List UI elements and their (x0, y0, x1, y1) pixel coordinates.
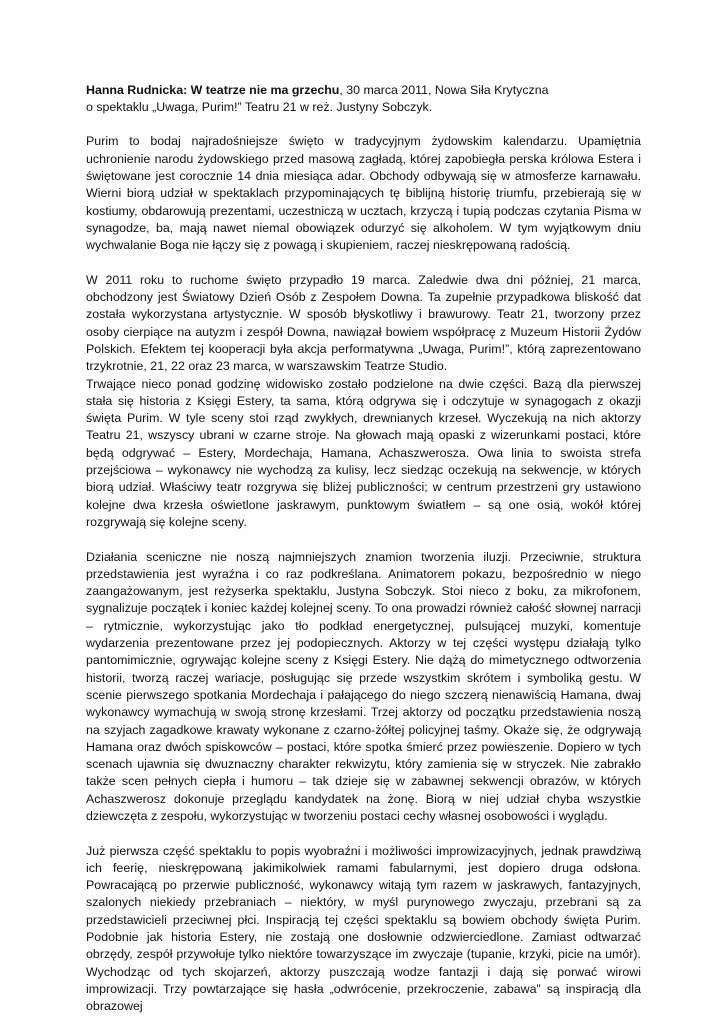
article-body (86, 82, 641, 1016)
date-and-source: , 30 marca 2011, Nowa Siła Krytyczna (339, 83, 549, 97)
paragraph-5: Już pierwsza część spektaklu to popis wyobraźni i możliwości improwizacyjnych, jednak prawdziwą ich feerię, nieskrępowaną jakimikolwiek ramami fabularnymi, jest dopiero druga odsłona. Powracającą po przerwie publiczność, wykonawcy witają tym razem w jaskrawych, fantazyjnych, szalonych niekiedy przebraniach – niektóry, w myśl purynowego zwyczaju, przebrani są za przedstawicieli przeciwnej płci. Inspiracją tej części spektaklu są bowiem obchody święta Purim. Podobnie jak historia Estery, nie zostają one dosłownie odzwierciedlone. Zamiast odtwarzać obrzędy, zespół przywołuje tylko niektóre towarzyszące im zwyczaje (tupanie, krzyki, picie na umór). Wychodząc od tych skojarzeń, aktorzy puszczają wodze fantazji i dają się porwać wirowi improwizacji. Trzy powtarzające się hasła „odwrócenie, przekroczenie, zabawa” są inspiracją dla obrazowej (86, 843, 641, 1014)
header-line (86, 82, 641, 99)
article-header (86, 82, 641, 116)
author-and-title: Hanna Rudnicka: W teatrze nie ma grzechu (86, 83, 340, 97)
paragraph-1: Purim to bodaj najradośniejsze święto w tradycyjnym żydowskim kalendarzu. Upamiętnia uchronienie narodu żydowskiego przed masową zagładą, której zapobiegła perska królowa Estera i świętowane jest corocznie 14 dnia miesiąca adar. Obchody odbywają się w atmosferze karnawału. Wierni biorą udział w spektaklach przypominających tę biblijną historię triumfu, przebierają się w kostiumy, obdarowują prezentami, uczestniczą w ucztach, krzyczą i tupią podczas czytania Pisma w synagodze, ba, mają nawet niemal obowiązek odurzyć się alkoholem. W tym wyjątkowym dniu wychwalanie Boga nie łączy się z powagą i skupieniem, raczej nieskrępowaną radością. (86, 134, 641, 253)
article-subtitle: o spektaklu „Uwaga, Purim!” Teatru 21 w reż. Justyny Sobczyk. (86, 100, 433, 115)
paragraph-2: W 2011 roku to ruchome święto przypadło 19 marca. Zaledwie dwa dni później, 21 marca, obchodzony jest Światowy Dzień Osób z Zespołem Downa. Ta zupełnie przypadkowa bliskość dat została wykorzystana artystycznie. W sposób błyskotliwy i brawurowy. Teatr 21, tworzony przez osoby cierpiące na autyzm i zespół Downa, nawiązał bowiem współpracę z Muzeum Historii Żydów Polskich. Efektem tej kooperacji była akcja performatywna „Uwaga, Purim!”, którą zaprezentowano trzykrotnie, 21, 22 oraz 23 marca, w warszawskim Teatrze Studio. (86, 272, 641, 374)
paragraph-4: Działania sceniczne nie noszą najmniejszych znamion tworzenia iluzji. Przeciwnie, struktura przedstawienia jest wyraźna i co raz podkreślana. Animatorem pokazu, bezpośrednio w niego zaangażowanym, jest reżyserka spektaklu, Justyna Sobczyk. Stoi nieco z boku, za mikrofonem, sygnalizuje początek i koniec każdej kolejnej sceny. To ona prowadzi również całość słownej narracji – rytmicznie, wykorzystując jako tło podkład energetycznej, pulsującej muzyki, komentuje wydarzenia prezentowane przez jej podopiecznych. Aktorzy w tej części występu działają tylko pantomimicznie, ogrywając kolejne sceny z Księgi Estery. Nie dążą do mimetycznego odtworzenia historii, tworzą raczej wariacje, posługując się przede wszystkim skrótem i symboliką gestu. W scenie pierwszego spotkania Mordechaja i pałającego do niego szczerą nienawiścią Hamana, dwaj wykonawcy wymachują w swoją stronę krzesłami. Trzej aktorzy od początku przedstawienia noszą na szyjach zagadkowe krawaty wykonane z czarno-żółtej policyjnej taśmy. Okaże się, że odgrywają Hamana oraz dwóch spiskowców – postaci, które spotka śmierć przez powieszenie. Dopiero w tych scenach ujawnia się dwuznaczny charakter rekwizytu, który zamienia się w stryczek. Nie zabrakło także scen pełnych ciepła i humoru – tak dzieje się w zabawnej sekwencji obrazów, w których Achaszwerosz dokonuje przeglądu kandydatek na żonę. Biorą w niej udział chyba wszystkie dziewczęta z zespołu, wykorzystując w tworzeniu postaci cechy własnej osobowości i wyglądu. (86, 549, 641, 823)
paragraph-3: Trwające nieco ponad godzinę widowisko zostało podzielone na dwie części. Bazą dla pierwszej stała się historia z Księgi Estery, ta sama, którą odgrywa się i odczytuje w synagogach z okazji święta Purim. W tyle sceny stoi rząd zwykłych, drewnianych krzeseł. Wyczekują na nich aktorzy Teatru 21, wszyscy ubrani w czarne stroje. Na głowach mają opaski z wizerunkami postaci, które będą odgrywać – Estery, Mordechaja, Hamana, Achaszwerosza. Owa linia to swoista strefa przejściowa – wykonawcy nie wychodzą za kulisy, lecz siedząc oczekują na sekwencje, w których biorą udział. Właściwy teatr rozgrywa się bliżej publiczności; w centrum przestrzeni gry ustawiono kolejne dwa krzesła oświetlone jaskrawym, punktowym światłem – są one osią, wokół której rozgrywają się kolejne sceny. (86, 376, 641, 529)
